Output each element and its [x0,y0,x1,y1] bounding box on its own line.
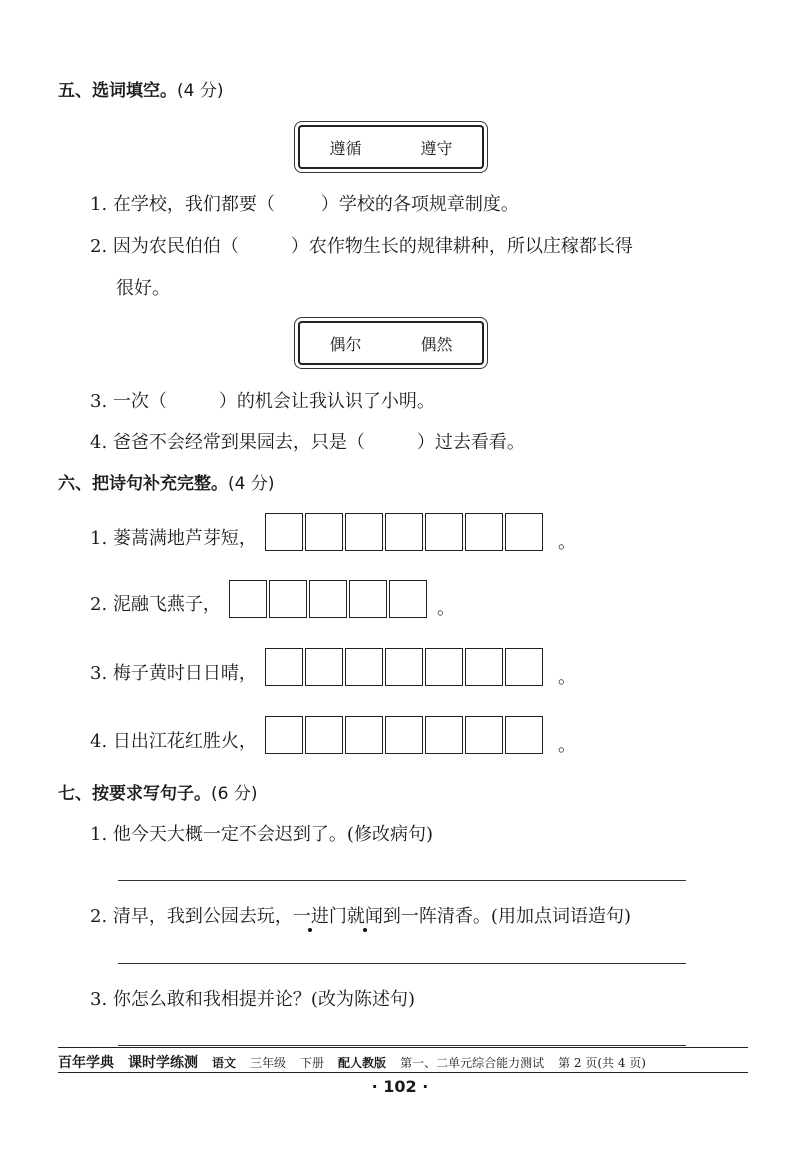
poem-line-3: 3. 梅子黄时日日晴， [90,663,257,684]
footer-test-name: 第一、二单元综合能力测试 [400,1056,545,1070]
answer-cell[interactable] [345,513,383,551]
footer-subject: 语文 [212,1056,237,1070]
answer-cell[interactable] [385,513,423,551]
answer-cell[interactable] [505,648,543,686]
answer-cell[interactable] [345,648,383,686]
question-5-1: 1. 在学校，我们都要（ ）学校的各项规章制度。 [90,194,519,215]
answer-cells-2 [229,580,427,618]
answer-line-1[interactable] [118,880,686,881]
footer-grade: 三年级 [250,1056,287,1070]
footer-brand: 百年学典 [58,1055,114,1071]
answer-cell[interactable] [505,513,543,551]
answer-cell[interactable] [349,580,387,618]
answer-cell[interactable] [269,580,307,618]
word-choice-box-2 [298,321,484,365]
answer-cell[interactable] [465,648,503,686]
emphasis-dot [308,928,312,932]
question-5-2-continued: 很好。 [116,278,170,299]
question-5-3: 3. 一次（ ）的机会让我认识了小明。 [90,391,435,412]
poem-end-3: 。 [558,667,576,688]
answer-cell[interactable] [505,716,543,754]
page-number: · 102 · [371,1077,429,1096]
answer-cell[interactable] [389,580,427,618]
question-5-2: 2. 因为农民伯伯（ ）农作物生长的规律耕种，所以庄稼都长得 [90,236,633,257]
footer-volume: 下册 [300,1056,325,1070]
poem-end-4: 。 [558,735,576,756]
word-choice-box-1 [298,125,484,169]
footer-edition: 配人教版 [338,1056,387,1070]
question-7-1: 1. 他今天大概一定不会迟到了。(修改病句) [90,824,433,845]
word-option: 偶尔 [329,334,362,354]
answer-cell[interactable] [265,716,303,754]
poem-line-4: 4. 日出江花红胜火， [90,731,257,752]
emphasis-dot [363,928,367,932]
question-7-2: 2. 清早，我到公园去玩，一进门就闻到一阵清香。(用加点词语造句) [90,906,631,927]
answer-cell[interactable] [309,580,347,618]
word-option: 遵循 [329,138,362,158]
word-option: 遵守 [420,138,453,158]
answer-cell[interactable] [385,716,423,754]
question-7-3: 3. 你怎么敢和我相提并论？(改为陈述句) [90,989,415,1010]
answer-cell[interactable] [425,648,463,686]
footer-series: 课时学练测 [128,1055,198,1071]
answer-cells-4 [265,716,543,754]
answer-cell[interactable] [465,513,503,551]
answer-cell[interactable] [305,513,343,551]
answer-line-2[interactable] [118,963,686,964]
poem-line-1: 1. 蒌蒿满地芦芽短， [90,528,257,549]
answer-cell[interactable] [425,513,463,551]
answer-cell[interactable] [229,580,267,618]
footer [58,1052,646,1072]
answer-cell[interactable] [345,716,383,754]
footer-page-info: 第 2 页(共 4 页) [558,1056,646,1070]
section-7-title: 七、按要求写句子。(6 分) [58,784,258,804]
section-6-title: 六、把诗句补充完整。(4 分) [58,474,275,494]
answer-cells-1 [265,513,543,551]
poem-end-2: 。 [437,598,455,619]
answer-cell[interactable] [265,648,303,686]
answer-cell[interactable] [265,513,303,551]
answer-cell[interactable] [305,716,343,754]
footer-rule-bottom [58,1072,748,1073]
footer-rule [58,1047,748,1048]
poem-line-2: 2. 泥融飞燕子， [90,594,221,615]
answer-line-3[interactable] [118,1045,686,1046]
section-5-title: 五、选词填空。(4 分) [58,81,224,101]
word-option: 偶然 [420,334,453,354]
answer-cell[interactable] [385,648,423,686]
poem-end-1: 。 [558,532,576,553]
answer-cell[interactable] [465,716,503,754]
answer-cell[interactable] [305,648,343,686]
answer-cell[interactable] [425,716,463,754]
answer-cells-3 [265,648,543,686]
question-5-4: 4. 爸爸不会经常到果园去，只是（ ）过去看看。 [90,432,525,453]
